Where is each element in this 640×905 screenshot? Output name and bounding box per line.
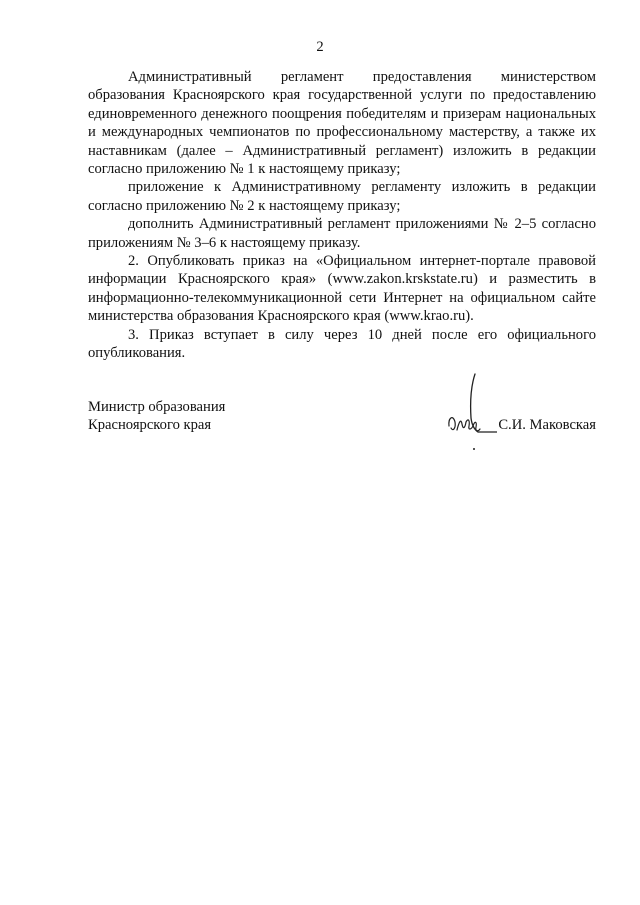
signature-block <box>88 398 596 468</box>
paragraph-appendix-wording: приложение к Административному регламенту изложить в редакции согласно приложению № 2 к настоящему приказу; <box>88 179 596 214</box>
position-line-2: Красноярского края <box>88 417 212 434</box>
signatory-position <box>88 398 225 435</box>
paragraph-add-appendices: дополнить Административный регламент приложениями № 2–5 согласно приложениям № 3–6 к настоящему приказу. <box>88 216 596 251</box>
document-body <box>88 68 596 363</box>
scan-artifact-dot <box>473 448 475 450</box>
paragraph-regulation-wording: Административный регламент предоставления министерством образования Красноярского края государственной услуги по предоставлению единовременного денежного поощрения победителям и призерам национальных и международных чемпионатов по профессиональному мастерству, а также их наставникам (далее – Административный регламент) изложить в редакции согласно приложению № 1 к настоящему приказу; <box>88 69 596 178</box>
paragraph-publication: 2. Опубликовать приказ на «Официальном интернет-портале правовой информации Красноярского края» (www.zakon.krskstate.ru) и разместить в информационно-телекоммуникационной сети Интернет на официальном сайте министерства образования Красноярского края (www.krao.ru). <box>88 253 596 325</box>
signatory-name: С.И. Маковская <box>498 417 596 433</box>
handwritten-signature <box>445 372 497 444</box>
page-number: 2 <box>316 39 324 55</box>
paragraph-entry-into-force: 3. Приказ вступает в силу через 10 дней после его официального опубликования. <box>88 326 596 362</box>
position-line-1: Министр образования <box>88 399 226 415</box>
